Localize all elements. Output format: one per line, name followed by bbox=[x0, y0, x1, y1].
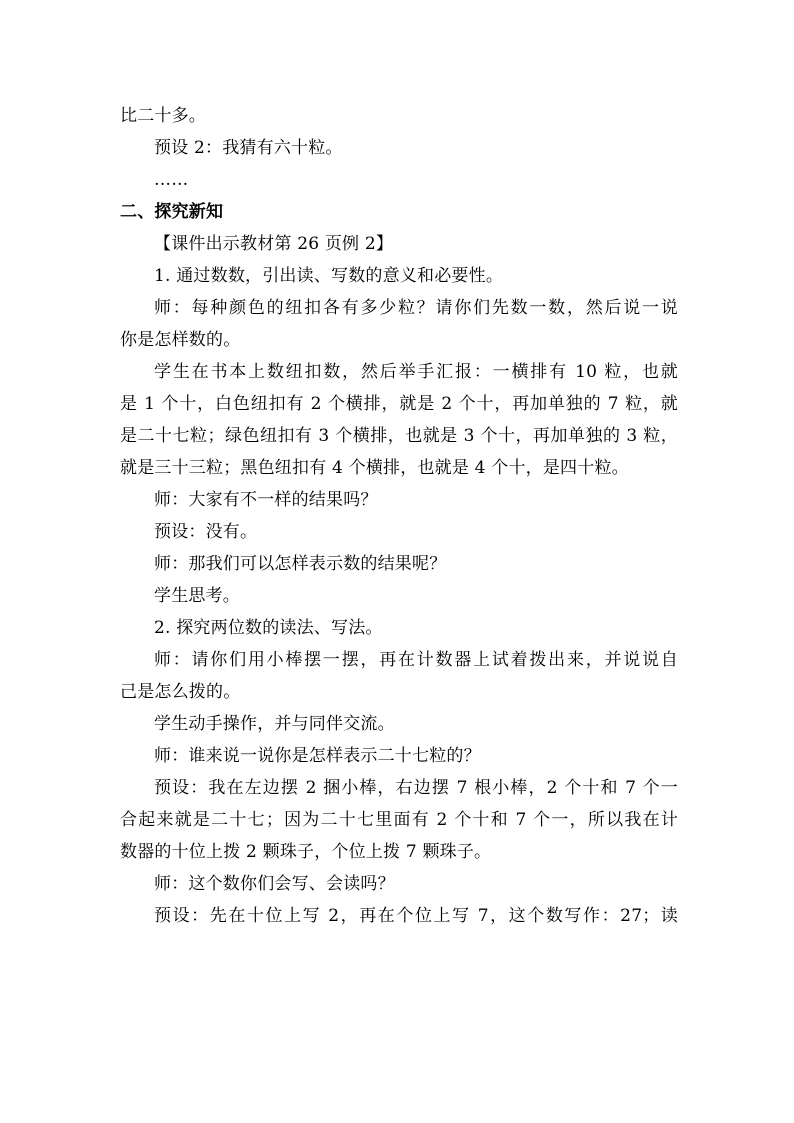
text-line: 师：这个数你们会写、会读吗？ bbox=[154, 874, 395, 894]
text-line: 【课件出示教材第 26 页例 2】 bbox=[154, 234, 394, 254]
text-line: 比二十多。 bbox=[120, 106, 206, 126]
text-line: 1. 通过数数，引出读、写数的意义和必要性。 bbox=[154, 266, 504, 286]
text-line: 师：谁来说一说你是怎样表示二十七粒的？ bbox=[154, 746, 481, 766]
text-line: 学生思考。 bbox=[154, 586, 240, 606]
text-line: 预设：先在十位上写 2，再在个位上写 7，这个数写作：27；读 bbox=[154, 906, 678, 926]
text-line: 就是三十三粒；黑色纽扣有 4 个横排，也就是 4 个十，是四十粒。 bbox=[120, 458, 629, 478]
text-line: 预设：没有。 bbox=[154, 522, 258, 542]
ellipsis-line: …… bbox=[154, 170, 189, 190]
text-line: 师：那我们可以怎样表示数的结果呢？ bbox=[154, 554, 447, 574]
text-line: 2. 探究两位数的读法、写法。 bbox=[154, 618, 383, 638]
text-line: 是二十七粒；绿色纽扣有 3 个横排，也就是 3 个十，再加单独的 3 粒， bbox=[120, 426, 678, 446]
text-line: 你是怎样数的。 bbox=[120, 330, 241, 350]
text-line: 合起来就是二十七；因为二十七里面有 2 个十和 7 个一，所以我在计 bbox=[120, 810, 678, 830]
text-line: 学生在书本上数纽扣数，然后举手汇报：一横排有 10 粒，也就 bbox=[154, 362, 678, 382]
text-line: 师：每种颜色的纽扣各有多少粒？请你们先数一数，然后说一说 bbox=[154, 298, 678, 318]
document-page bbox=[120, 100, 678, 932]
text-line: 是 1 个十，白色纽扣有 2 个横排，就是 2 个十，再加单独的 7 粒，就 bbox=[120, 394, 678, 414]
text-line: 数器的十位上拨 2 颗珠子，个位上拨 7 颗珠子。 bbox=[120, 842, 492, 862]
text-line: 预设 2：我猜有六十粒。 bbox=[154, 138, 343, 158]
text-line: 己是怎么拨的。 bbox=[120, 682, 241, 702]
text-line: 学生动手操作，并与同伴交流。 bbox=[154, 714, 395, 734]
text-line: 师：大家有不一样的结果吗？ bbox=[154, 490, 378, 510]
text-line: 预设：我在左边摆 2 捆小棒，右边摆 7 根小棒，2 个十和 7 个一 bbox=[154, 778, 678, 798]
section-heading: 二、探究新知 bbox=[120, 202, 224, 222]
text-line: 师：请你们用小棒摆一摆，再在计数器上试着拨出来，并说说自 bbox=[154, 650, 678, 670]
